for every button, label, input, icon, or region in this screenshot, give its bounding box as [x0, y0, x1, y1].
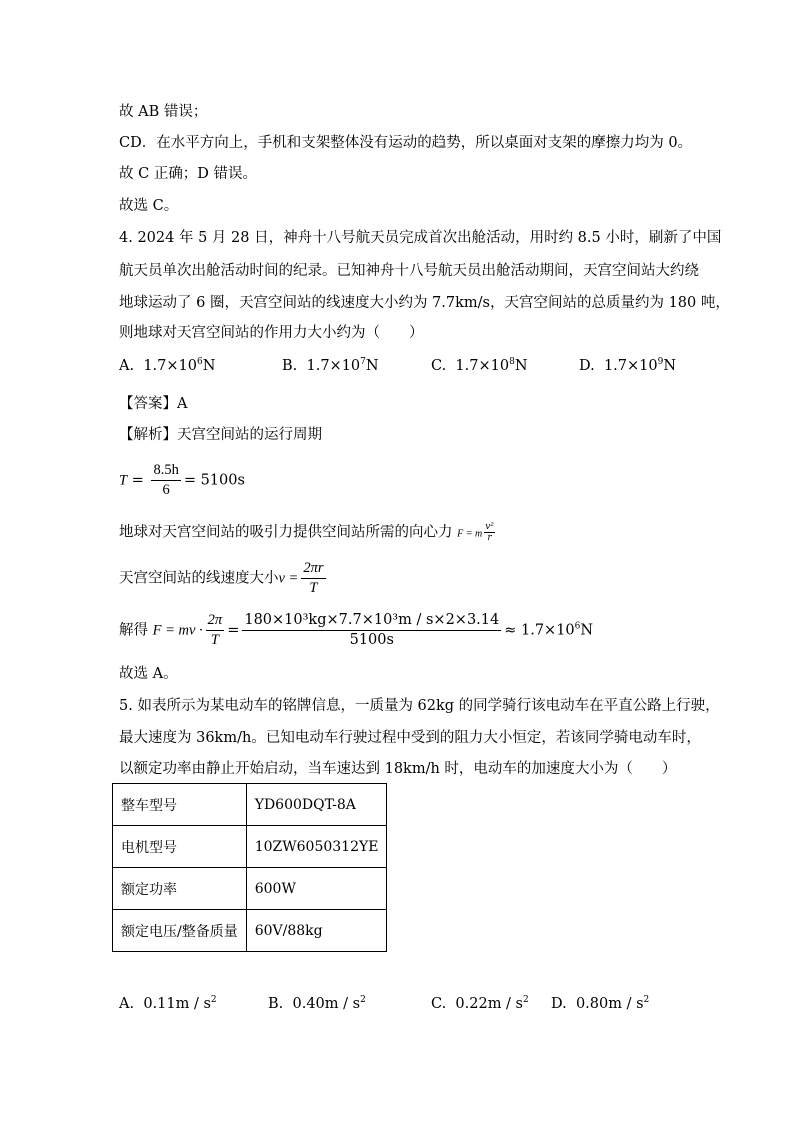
table-row: [113, 784, 387, 826]
option-c-value: 1.7×10: [455, 358, 510, 374]
nameplate-table: [112, 783, 387, 952]
option-c: C. $1.7\times 10^8N$: [431, 357, 528, 374]
option-a: A. $0.11m / s^2$: [119, 995, 217, 1012]
table-cell-value: 10ZW6050312YE: [246, 826, 387, 868]
text-line: 故 AB 错误；: [119, 104, 208, 120]
option-d: D. $0.80m / s^2$: [551, 995, 650, 1012]
solution-equation: 解得 F = mv · $\frac{2\pi}{T}$ = $\frac{\text{180×10³kg×7.7×10³m / s×2×3.14}}{5100s}$ ≈ $1.7\times 10^6N$: [119, 612, 594, 648]
table-cell-value: YD600DQT-8A: [246, 784, 387, 826]
question-4-stem: 则地球对天宫空间站的作用力大小约为（ ）: [119, 325, 424, 341]
option-b: B. $1.7\times 10^7N$: [282, 357, 379, 374]
analysis-intro: 【解析】天宫空间站的运行周期: [119, 427, 322, 443]
question-5-stem: 最大速度为 36km/h。已知电动车行驶过程中受到的阻力大小恒定，若该同学骑电动车时，: [119, 730, 701, 746]
table-row: [113, 826, 387, 868]
table-row: [113, 868, 387, 910]
question-5-stem: 5. 如表所示为某电动车的铭牌信息，一质量为 62kg 的同学骑行该电动车在平直公路上行驶，: [119, 698, 720, 714]
table-cell-key: 额定功率: [113, 868, 247, 910]
option-c: C. $0.22m / s^2$: [431, 995, 529, 1012]
question-4-stem: 4. 2024 年 5 月 28 日，神舟十八号航天员完成首次出舱活动，用时约 8.5 小时，刷新了中国: [119, 230, 722, 246]
option-a: A. $1.7\times 10^6N$: [119, 357, 216, 374]
text-line: CD．在水平方向上，手机和支架整体没有运动的趋势，所以桌面对支架的摩擦力均为 0。: [119, 135, 693, 151]
equation-period: T = $\frac{8.5h}{6}$ = 5100s: [119, 462, 245, 498]
analysis-conclusion: 故选 A。: [119, 666, 178, 682]
option-b-value: 1.7×10: [306, 358, 361, 374]
table-cell-value: 600W: [246, 868, 387, 910]
table-cell-key: 电机型号: [113, 826, 247, 868]
text-line: 故选 C。: [119, 198, 179, 214]
option-d-value: 1.7×10: [603, 358, 658, 374]
velocity-equation: 天宫空间站的线速度大小v = $\frac{2\pi r}{T}$: [119, 560, 324, 596]
answer-tag: 【答案】: [119, 396, 177, 412]
question-5-stem: 以额定功率由静止开始启动，当车速达到 18km/h 时，电动车的加速度大小为（ ）: [119, 761, 677, 777]
question-4-stem: 航天员单次出舱活动时间的纪录。已知神舟十八号航天员出舱活动期间，天宫空间站大约绕: [119, 263, 699, 279]
table-cell-key: 整车型号: [113, 784, 247, 826]
table-row: [113, 910, 387, 952]
centripetal-force-text: 地球对天宫空间站的吸引力提供空间站所需的向心力 F = m $\frac{\text{v²}}{r}$: [119, 522, 494, 543]
answer-value: A: [177, 396, 188, 412]
question-4-stem: 地球运动了 6 圈，天宫空间站的线速度大小约为 7.7km/s，天宫空间站的总质量约为 180 吨，: [119, 295, 730, 311]
option-d: D. $1.7\times 10^9N$: [579, 357, 677, 374]
option-a-value: 1.7×10: [143, 358, 197, 374]
table-cell-value: 60V/88kg: [246, 910, 387, 952]
analysis-tag: 【解析】: [119, 427, 177, 443]
table-cell-key: 额定电压/整备质量: [113, 910, 247, 952]
option-b: B. $0.40m / s^2$: [268, 995, 366, 1012]
answer-line: [119, 394, 187, 414]
text-line: 故 C 正确；D 错误。: [119, 166, 258, 182]
